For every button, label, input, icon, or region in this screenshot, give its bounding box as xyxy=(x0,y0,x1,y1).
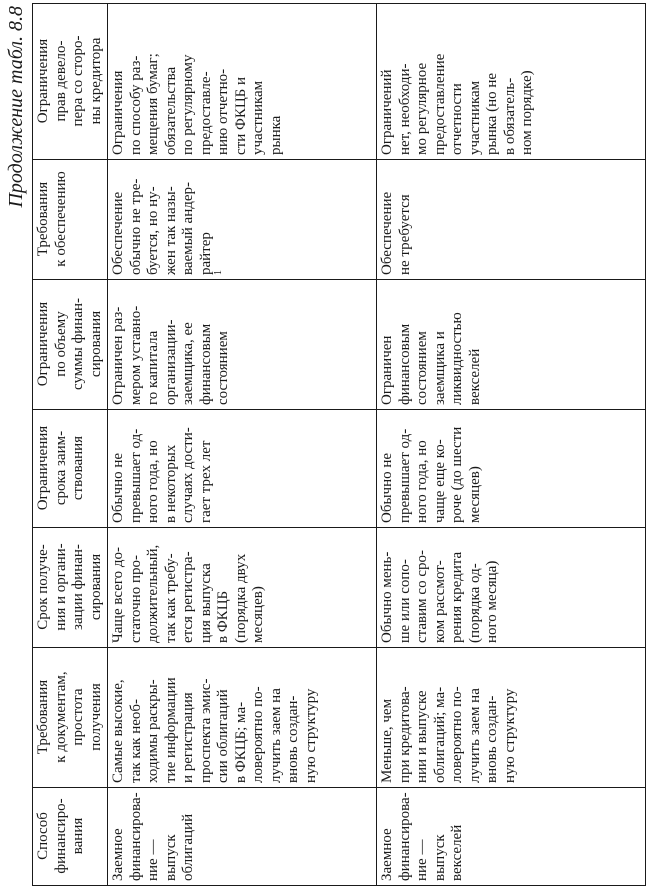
table-cell: Ограничения по способу раз- мещения бумаг; обязательства по регулярному предоставле- нию отчетно- сти ФКЦБ и участникам рынка xyxy=(108,4,377,160)
table-cell: Обычно не превышает од- ного года, но в некоторых случаях дости- гает трех лет xyxy=(108,410,377,528)
table-cell: Самые высокие, так как необ- ходимы раскры- тие информации и регистрация проспекта эмис- сии облигаций в ФКЦБ; ма- ловероятно по- лучить заем на вновь создан- ную структуру xyxy=(108,648,377,788)
header-amount-limits: Ограничения по объему суммы финан- сирования xyxy=(33,280,108,410)
table-cell: Обеспечение не требуется xyxy=(377,160,646,280)
table-cell: Обычно мень- ше или сопо- ставим со сро- ком рассмот- рения кредита (порядка од- ного месяца) xyxy=(377,528,646,648)
footnote-mark: 1 xyxy=(213,270,224,275)
header-developer-rights-limits: Ограничения прав девело- пера со сторо- ны кредитора xyxy=(33,4,108,160)
table-cell: Ограничен финансовым состоянием заемщика и ликвидностью векселей xyxy=(377,280,646,410)
header-document-requirements: Требования к документам, простота получения xyxy=(33,648,108,788)
table-cell: Меньше, чем при кредитова- нии и выпуске облигаций; ма- ловероятно по- лучить заем на вновь создан- ную структуру xyxy=(377,648,646,788)
table-cell: Ограничений нет, необходи- мо регулярное предоставление отчетности участникам рынка (но не в обязатель- ном порядке) xyxy=(377,4,646,160)
table-cell: Ограничен раз- мером уставно- го капитала организации- заемщика, ее финансовым состоянием xyxy=(108,280,377,410)
table-row xyxy=(377,4,646,886)
table-cell: Обеспечение обычно не тре- буется, но ну- жен так назы- ваемый андер- райтер $^1$ xyxy=(108,160,377,280)
table-cell: Чаще всего до- статочно про- должительный, так как требу- ется регистра- ция выпуска в ФКЦБ (порядка двух месяцев) xyxy=(108,528,377,648)
table-header-row xyxy=(33,4,108,886)
header-financing-time: Срок получе- ния и органи- зации финан- сирования xyxy=(33,528,108,648)
financing-table xyxy=(32,3,646,886)
table-cell: Заемное финансирова- ние — выпуск векселей xyxy=(377,788,646,886)
header-financing-method: Способ финансиро- вания xyxy=(33,788,108,886)
table-cell: Обычно не превышает од- ного года, но чаще еще ко- роче (до шести месяцев) xyxy=(377,410,646,528)
header-term-limits: Ограничения срока заим- ствования xyxy=(33,410,108,528)
table-cell: Заемное финансирова- ние — выпуск облигаций xyxy=(108,788,377,886)
table-row xyxy=(108,4,377,886)
header-collateral-requirements: Требования к обеспечению xyxy=(33,160,108,280)
table-caption: Продолжение табл. 8.8 xyxy=(5,6,27,208)
